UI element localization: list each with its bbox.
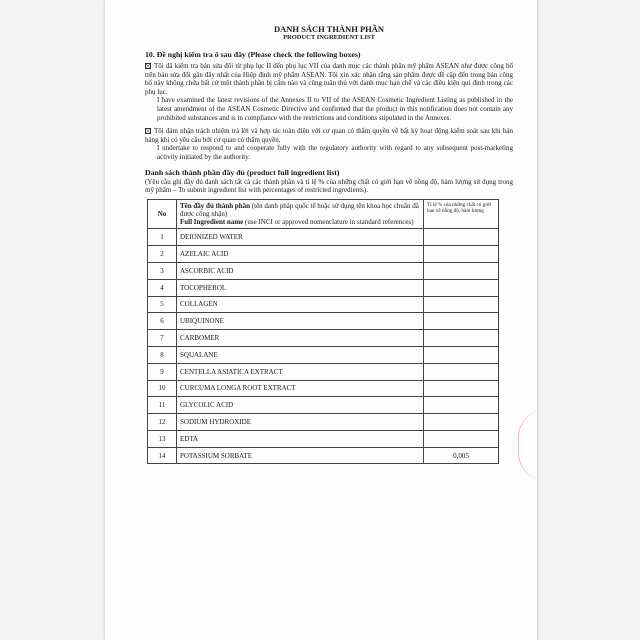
row-ingredient: SODIUM HYDROXIDE — [177, 414, 424, 431]
table-row — [148, 447, 499, 464]
col-header-name-vi-bold: Tên đầy đủ thành phần — [180, 201, 251, 210]
row-no: 12 — [148, 414, 177, 431]
row-ingredient: GLYCOLIC ACID — [177, 397, 424, 414]
table-row — [148, 279, 499, 296]
row-ingredient: CENTELLA ASIATICA EXTRACT — [177, 363, 424, 380]
declaration-2-vi: Tôi đảm nhận trách nhiệm trả lời và hợp tác toàn diện với cơ quan có thẩm quyền về bất kỳ hoạt động kiểm soát sau khi bán hàng khi có yêu cầu bởi cơ quan có thẩm quyền. — [145, 127, 513, 144]
ingredient-table — [147, 199, 499, 465]
table-row — [148, 380, 499, 397]
row-no: 11 — [148, 397, 177, 414]
row-ingredient: ASCORBIC ACID — [177, 262, 424, 279]
row-pct — [424, 279, 499, 296]
table-row — [148, 330, 499, 347]
declaration-1-en: I have examined the latest revisions of the Annexes II to VII of the ASEAN Cosmetic Ingredient Listing as published in the latest amendment of the ASEAN Cosmetic Directive and confirmed that the product in this notification does not contain any prohibited substances and is in compliance with the restrictions and conditions stipulated in the Annexes. — [157, 96, 513, 122]
row-no: 8 — [148, 346, 177, 363]
row-ingredient: SQUALANE — [177, 346, 424, 363]
row-pct — [424, 296, 499, 313]
table-row — [148, 430, 499, 447]
row-pct — [424, 246, 499, 263]
row-ingredient: COLLAGEN — [177, 296, 424, 313]
row-no: 13 — [148, 430, 177, 447]
table-row — [148, 313, 499, 330]
declaration-2-en: I undertake to respond to and cooperate fully with the regulatory authority with regard to any subsequent post-marketing activity initiated by the authority. — [157, 144, 513, 161]
row-ingredient: TOCOPHEROL — [177, 279, 424, 296]
row-pct — [424, 363, 499, 380]
row-ingredient: CARBOMER — [177, 330, 424, 347]
row-pct: 0,005 — [424, 447, 499, 464]
table-body — [148, 229, 499, 464]
declaration-1-vi: Tôi đã kiểm tra bản sửa đổi từ phụ lục II đến phụ lục VII của danh mục các thành phần mỹ phẩm ASEAN như được công bố trên bản sửa đổi gần đây nhất của Hiệp định mỹ phẩm ASEAN. Tôi xin xác nhận rằng sản phẩm được đề cập đến trong bản công bố này không chứa bất cứ một thành phần bị cấm nào và cũng tuân thủ với danh mục hạn chế và các điều kiện qui định trong các phụ lục. — [145, 62, 513, 96]
row-pct — [424, 397, 499, 414]
row-ingredient: AZELAIC ACID — [177, 246, 424, 263]
row-pct — [424, 262, 499, 279]
table-row — [148, 296, 499, 313]
row-no: 1 — [148, 229, 177, 246]
row-pct — [424, 313, 499, 330]
row-pct — [424, 330, 499, 347]
checkbox-checked-icon — [145, 63, 151, 69]
col-header-pct: Tỉ lệ % của những chất có giới hạn về nồng độ, hàm lượng — [424, 199, 499, 229]
table-row — [148, 363, 499, 380]
declaration-2 — [145, 127, 513, 161]
table-row — [148, 414, 499, 431]
row-no: 9 — [148, 363, 177, 380]
row-pct — [424, 346, 499, 363]
table-header-row — [148, 199, 499, 229]
stamp-mark — [518, 410, 537, 480]
col-header-name-en-bold: Full Ingredient name — [180, 218, 244, 227]
row-no: 4 — [148, 279, 177, 296]
row-pct — [424, 380, 499, 397]
col-header-name-en: (use INCI or approved nomenclature in standard references) — [243, 218, 414, 227]
ingredient-list-note: (Yêu cầu ghi đầy đủ danh sách tất cả các thành phần và tỉ lệ % của những chất có giới hạn về nồng độ, hàm lượng sử dụng trong mỹ phẩm – To submit ingredient list with percentages of restricted ingredients). — [145, 177, 513, 195]
row-no: 7 — [148, 330, 177, 347]
row-ingredient: POTASSIUM SORBATE — [177, 447, 424, 464]
table-row — [148, 262, 499, 279]
table-row — [148, 346, 499, 363]
row-pct — [424, 430, 499, 447]
row-no: 5 — [148, 296, 177, 313]
row-pct — [424, 414, 499, 431]
document-subtitle: PRODUCT INGREDIENT LIST — [283, 34, 375, 41]
document-content — [145, 24, 513, 464]
col-header-name — [177, 199, 424, 229]
row-no: 2 — [148, 246, 177, 263]
document-page — [105, 0, 537, 640]
document-title: DANH SÁCH THÀNH PHẦN — [273, 24, 385, 34]
row-no: 14 — [148, 447, 177, 464]
declaration-1 — [145, 62, 513, 122]
table-row — [148, 246, 499, 263]
checkbox-checked-icon — [145, 128, 151, 134]
section-heading: 10. Đề nghị kiểm tra ô sau đây (Please check the following boxes) — [145, 50, 361, 59]
ingredient-list-heading: Danh sách thành phần đầy đủ (product full ingredient list) — [145, 167, 340, 177]
row-no: 3 — [148, 262, 177, 279]
row-ingredient: EDTA — [177, 430, 424, 447]
table-row — [148, 397, 499, 414]
table-row — [148, 229, 499, 246]
row-ingredient: DEIONIZED WATER — [177, 229, 424, 246]
row-no: 6 — [148, 313, 177, 330]
row-ingredient: CURCUMA LONGA ROOT EXTRACT — [177, 380, 424, 397]
col-header-no: No — [148, 199, 177, 229]
col-header-name-vi: (tên danh pháp quốc tế hoặc sử dụng tên khoa học chuẩn đã được công nhận) — [180, 201, 419, 218]
row-pct — [424, 229, 499, 246]
row-no: 10 — [148, 380, 177, 397]
row-ingredient: UBIQUINONE — [177, 313, 424, 330]
